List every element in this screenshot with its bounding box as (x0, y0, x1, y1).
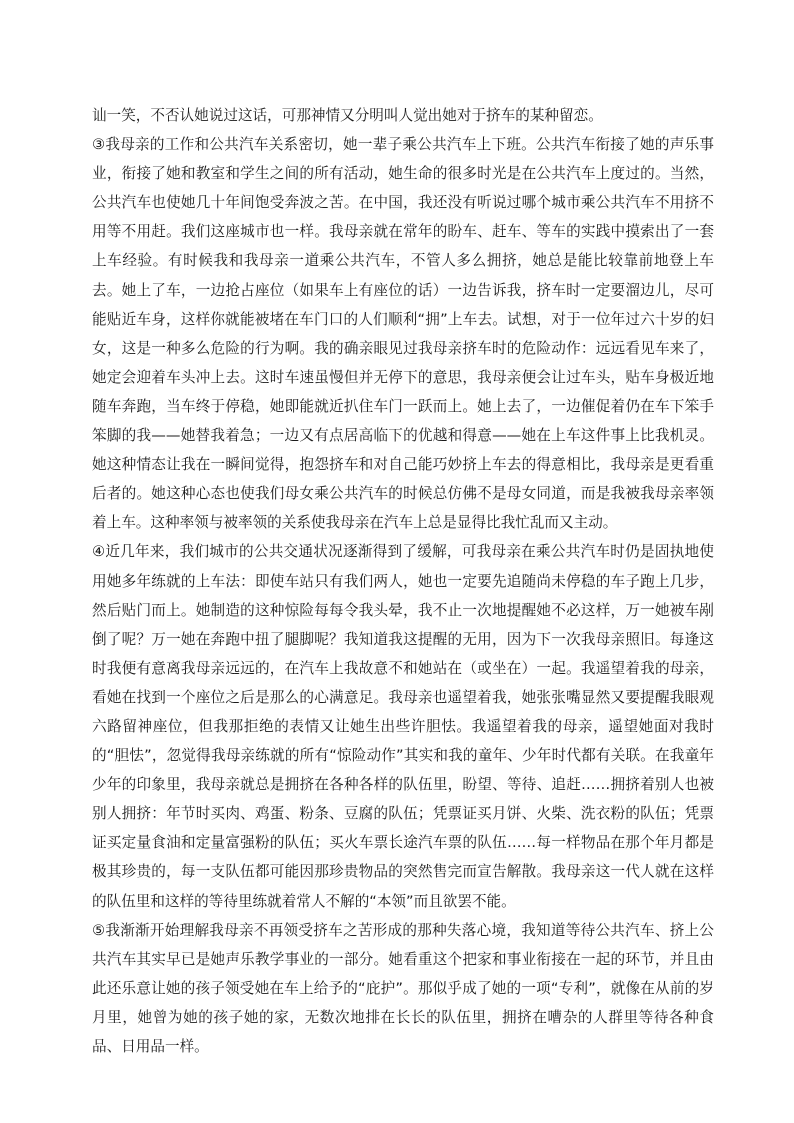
document-body (92, 101, 714, 1061)
paragraph-4: ④近几年来，我们城市的公共交通状况逐渐得到了缓解，可我母亲在乘公共汽车时仍是固执地使用她多年练就的上车法：即使车站只有我们两人，她也一定要先追随尚未停稳的车子跑上几步，然后贴门而上。她制造的这种惊险每每令我头晕，我不止一次地提醒她不必这样，万一她被车剐倒了呢？万一她在奔跑中扭了腿脚呢？我知道我这提醒的无用，因为下一次我母亲照旧。每逢这时我便有意离我母亲远远的，在汽车上我故意不和她站在（或坐在）一起。我遥望着我的母亲，看她在找到一个座位之后是那么的心满意足。我母亲也遥望着我，她张张嘴显然又要提醒我眼观六路留神座位，但我那拒绝的表情又让她生出些许胆怯。我遥望着我的母亲，遥望她面对我时的“胆怯”，忽觉得我母亲练就的所有“惊险动作”其实和我的童年、少年时代都有关联。在我童年少年的印象里，我母亲就总是拥挤在各种各样的队伍里，盼望、等待、追赶……拥挤着别人也被别人拥挤：年节时买肉、鸡蛋、粉条、豆腐的队伍；凭票证买月饼、火柴、洗衣粉的队伍；凭票证买定量食油和定量富强粉的队伍；买火车票长途汽车票的队伍……每一样物品在那个年月都是极其珍贵的，每一支队伍都可能因那珍贵物品的突然售完而宣告解散。我母亲这一代人就在这样的队伍里和这样的等待里练就着常人不解的“本领”而且欲罢不能。 (92, 543, 714, 910)
paragraph-3: ③我母亲的工作和公共汽车关系密切，她一辈子乘公共汽车上下班。公共汽车衔接了她的声乐事业，衔接了她和教室和学生之间的所有活动，她生命的很多时光是在公共汽车上度过的。当然，公共汽车也使她几十年间饱受奔波之苦。在中国，我还没有听说过哪个城市乘公共汽车不用挤不用等不用赶。我们这座城市也一样。我母亲就在常年的盼车、赶车、等车的实践中摸索出了一套上车经验。有时候我和我母亲一道乘公共汽车，不管人多么拥挤，她总是能比较靠前地登上车去。她上了车，一边抢占座位（如果车上有座位的话）一边告诉我，挤车时一定要溜边儿，尽可能贴近车身，这样你就能被堵在车门口的人们顺利“拥”上车去。试想，对于一位年过六十岁的妇女，这是一种多么危险的行为啊。我的确亲眼见过我母亲挤车时的危险动作：远远看见车来了，她定会迎着车头冲上去。这时车速虽慢但并无停下的意思，我母亲便会让过车头，贴车身极近地随车奔跑，当车终于停稳，她即能就近扒住车门一跃而上。她上去了，一边催促着仍在车下笨手笨脚的我——她替我着急；一边又有点居高临下的优越和得意——她在上车这件事上比我机灵。她这种情态让我在一瞬间觉得，抱怨挤车和对自己能巧妙挤上车去的得意相比，我母亲是更看重后者的。她这种心态也使我们母女乘公共汽车的时候总仿佛不是母女同道，而是我被我母亲率领着上车。这种率领与被率领的关系使我母亲在汽车上总是显得比我忙乱而又主动。 (92, 136, 714, 532)
paragraph-continuation: 讪一笑，不否认她说过这话，可那神情又分明叫人觉出她对于挤车的某种留恋。 (92, 107, 603, 124)
paragraph-5: ⑤我渐渐开始理解我母亲不再领受挤车之苦形成的那种失落心境，我知道等待公共汽车、挤上公共汽车其实早已是她声乐教学事业的一部分。她看重这个把家和事业衔接在一起的环节，并且由此还乐意让她的孩子领受她在车上给予的“庇护”。那似乎成了她的一项“专利”，就像在从前的岁月里，她曾为她的孩子她的家，无数次地排在长长的队伍里，拥挤在嘈杂的人群里等待各种食品、日用品一样。 (92, 921, 714, 1055)
